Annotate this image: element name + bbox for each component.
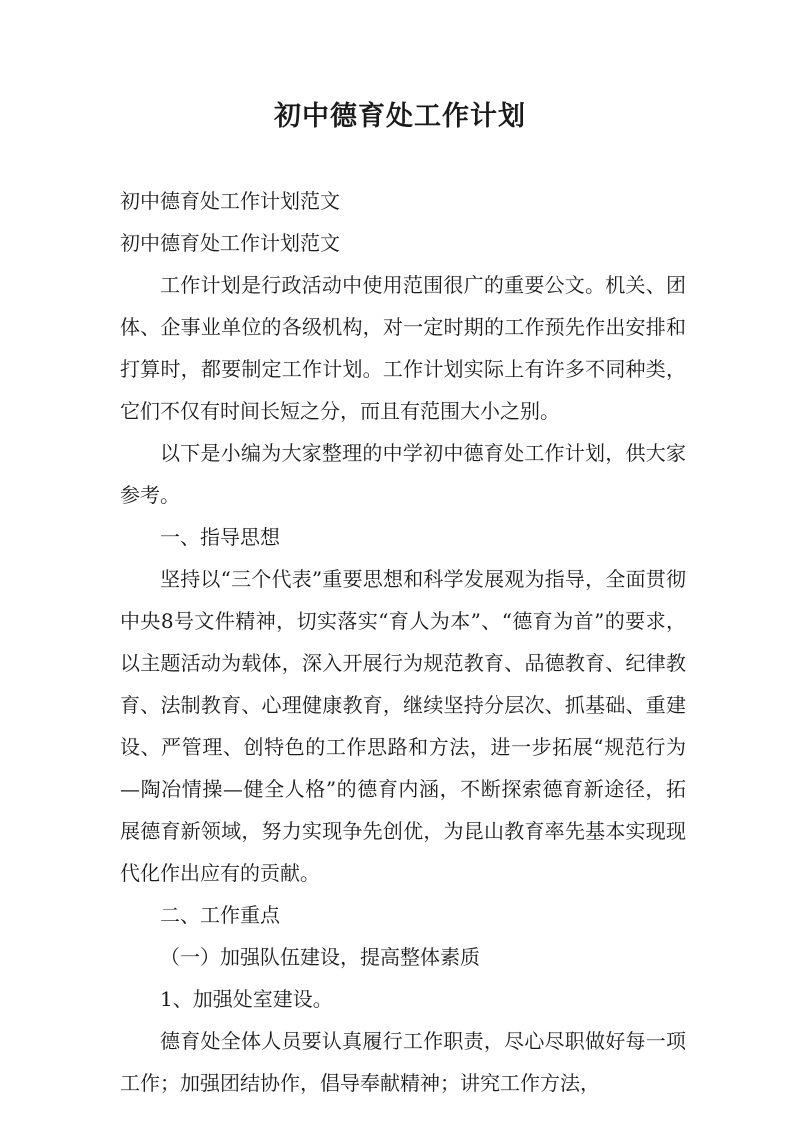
- paragraph-subtitle-2: 初中德育处工作计划范文: [120, 231, 340, 255]
- document-body: [120, 180, 686, 1104]
- document-title: 初中德育处工作计划: [274, 101, 526, 132]
- paragraph-intro: 工作计划是行政活动中使用范围很广的重要公文。机关、团体、企事业单位的各级机构，对一定时期的工作预先作出安排和打算时，都要制定工作计划。工作计划实际上有许多不同种类，它们不仅有时间长短之分，而且有范围大小之别。: [120, 273, 686, 423]
- paragraph-guiding-ideology: 坚持以“三个代表”重要思想和科学发展观为指导，全面贯彻中央8号文件精神，切实落实“育人为本”、“德育为首”的要求，以主题活动为载体，深入开展行为规范教育、品德教育、纪律教育、法制教育、心理健康教育，继续坚持分层次、抓基础、重建设、严管理、创特色的工作思路和方法，进一步拓展“规范行为—陶冶情操—健全人格”的德育内涵，不断探索德育新途径，拓展德育新领域，努力实现争先创优，为昆山教育率先基本实现现代化作出应有的贡献。: [120, 567, 686, 885]
- paragraph-reference-note: 以下是小编为大家整理的中学初中德育处工作计划，供大家参考。: [120, 441, 686, 507]
- section-heading-guiding-ideology: 一、指导思想: [160, 525, 280, 549]
- paragraph-office-duties: 德育处全体人员要认真履行工作职责，尽心尽职做好每一项工作；加强团结协作，倡导奉献精神；讲究工作方法，: [120, 1029, 686, 1095]
- paragraph-subtitle-1: 初中德育处工作计划范文: [120, 189, 340, 213]
- item-heading-office-building: 1、加强处室建设。: [160, 987, 333, 1011]
- subsection-heading-team-building: （一）加强队伍建设，提高整体素质: [160, 945, 480, 969]
- section-heading-work-focus: 二、工作重点: [160, 903, 280, 927]
